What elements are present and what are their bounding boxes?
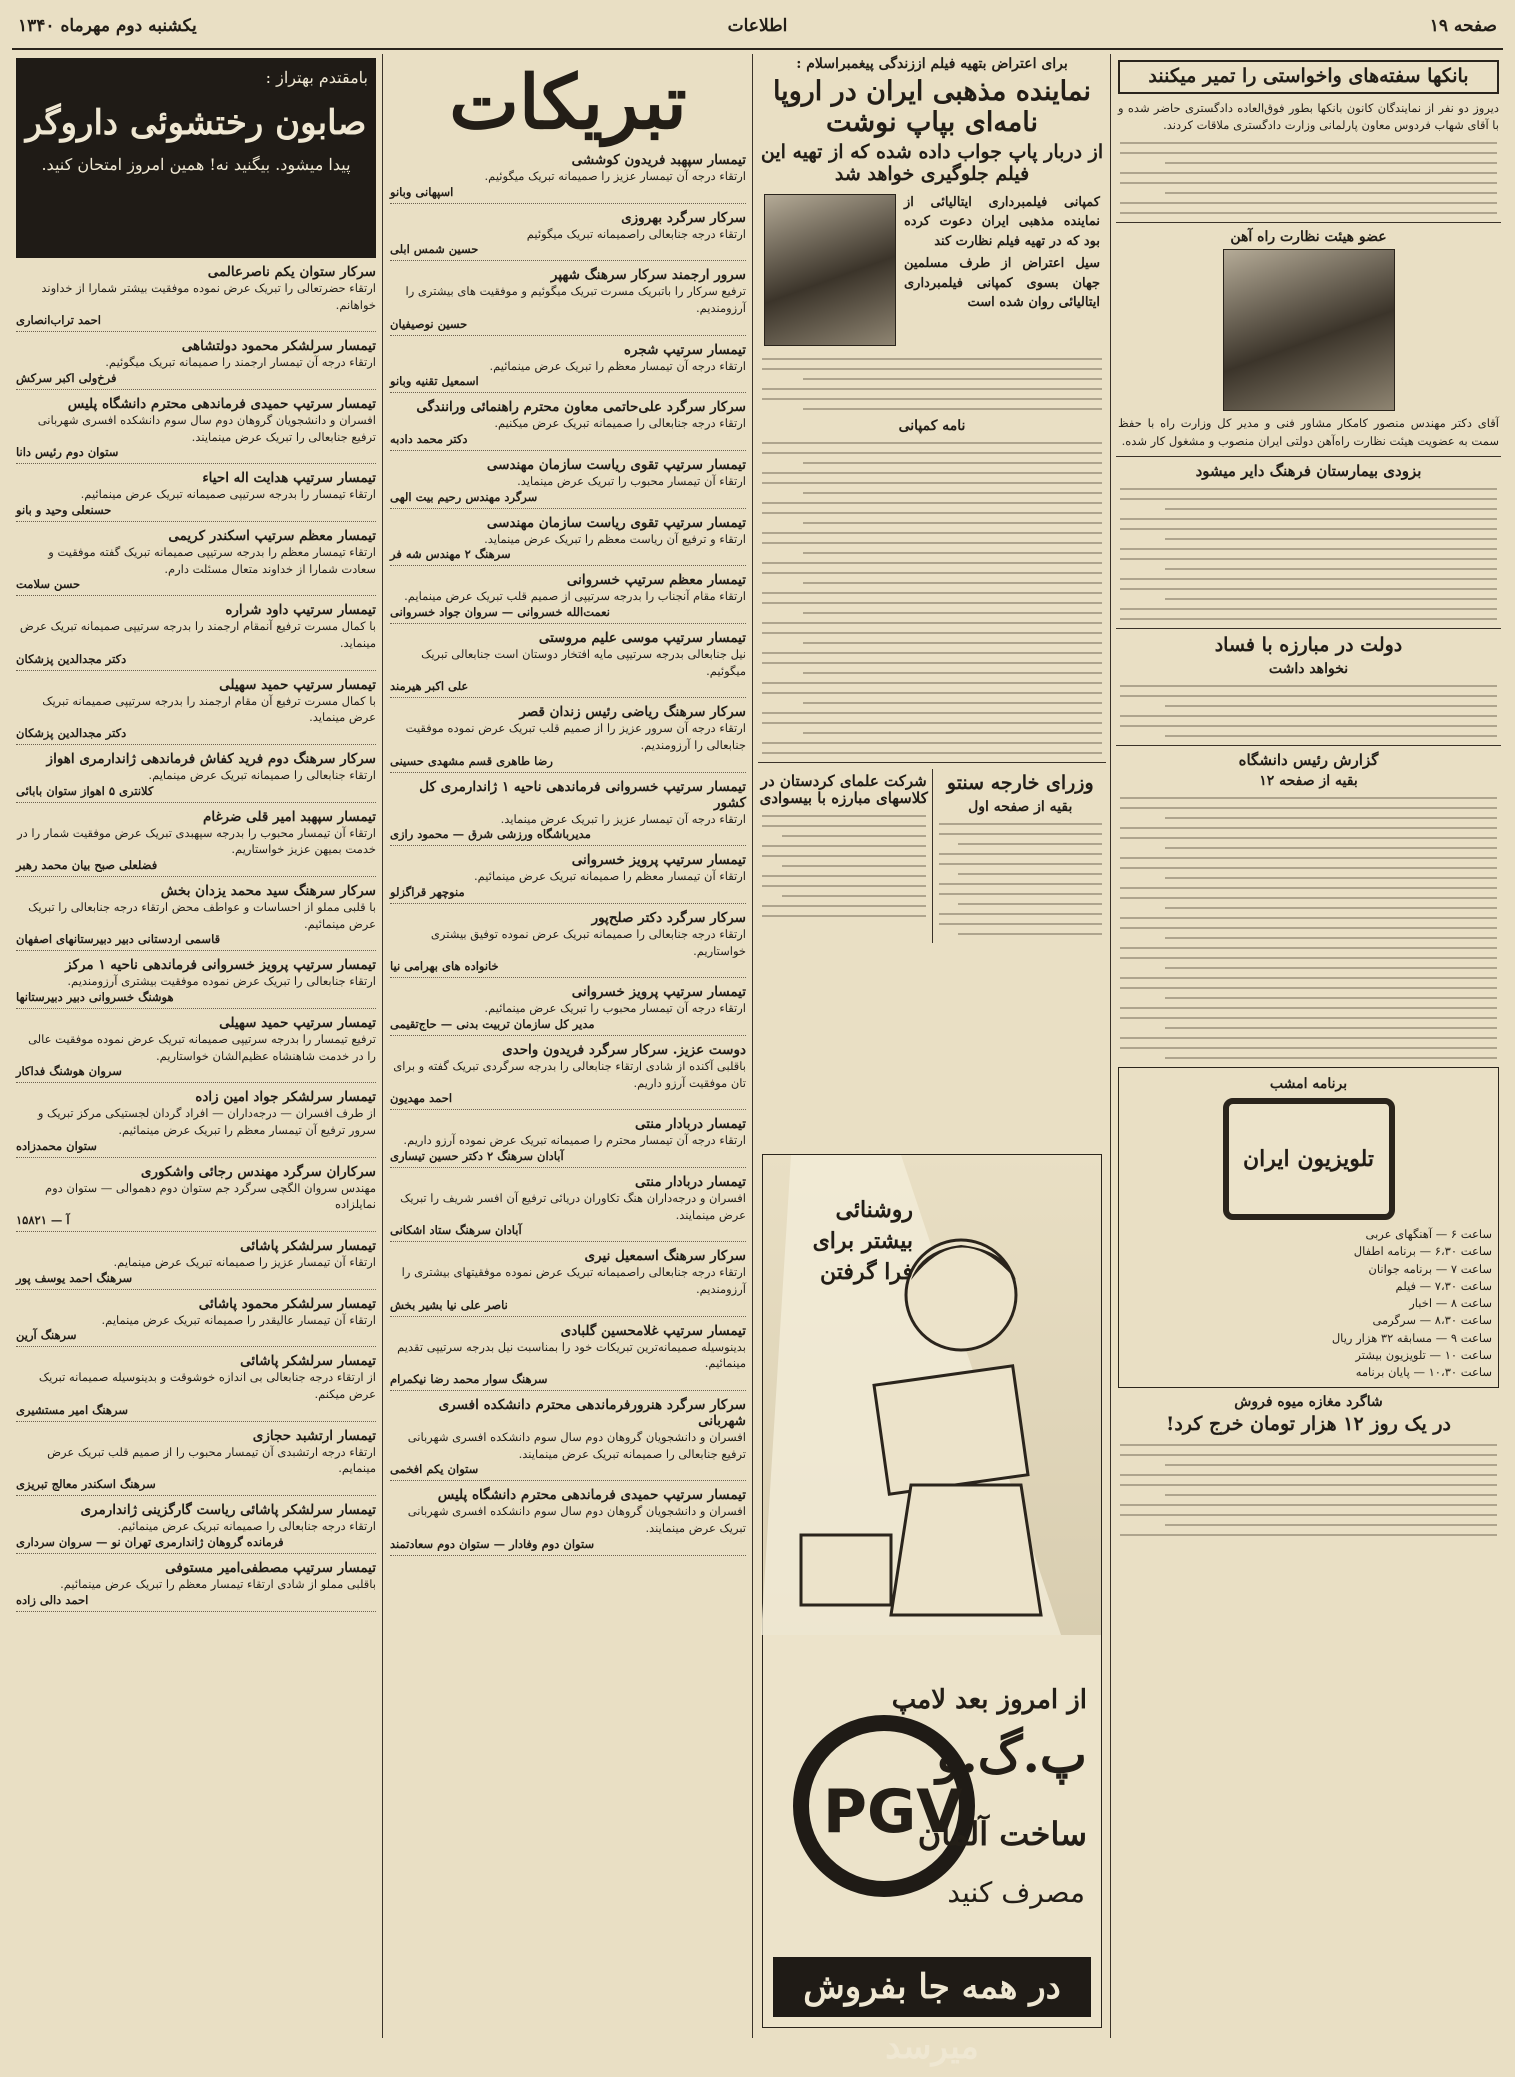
congratulation-message: ترفیع تیمسار را بدرجه سرتیپی صمیمانه تبریک عرض نموده موفقیت عالی را در خدمت شاهنشاه عظیم‌الشان خواستاریم. xyxy=(28,1032,376,1063)
congratulation-sender: علی اکبر هیرمند xyxy=(390,679,469,694)
tv-icon xyxy=(1223,1098,1395,1220)
article-body-lines xyxy=(1120,797,1497,1059)
congratulation-message: نیل جنابعالی بدرجه سرتیپی مایه افتخار دوستان است جنابعالی تبریک میگوئیم. xyxy=(421,647,746,678)
congratulation-item xyxy=(390,1487,746,1555)
article-bank-notes xyxy=(1118,60,1499,94)
congratulation-recipient: تیمسار سرتیپ حمیدی فرماندهی محترم دانشگاه پلیس xyxy=(437,1487,746,1504)
congratulation-message: ارتقاء درجه آن تیمسار عزیز را تبریک عرض مینماید. xyxy=(500,811,746,826)
tv-schedule-item: ساعت ۶ — آهنگهای عربی xyxy=(1365,1227,1492,1242)
congratulation-sender: ستوان دوم رئیس دانا xyxy=(16,445,119,460)
congratulation-message: باقلبی آکنده از شادی ارتقاء جنابعالی را بدرجه سرگردی تبریک گفته و برای تان موفقیت آرزو داریم. xyxy=(393,1059,746,1090)
congratulation-sender: فرمانده گروهان ژاندارمری تهران نو — سروان سرداری xyxy=(16,1534,284,1549)
article-headline: بزودی بیمارستان فرهنگ دایر میشود xyxy=(1195,461,1422,480)
congratulation-item xyxy=(16,1164,376,1232)
congratulation-item xyxy=(16,338,376,390)
congratulation-message: ارتقاء درجه آن تیمسار معظم را تبریک عرض مینمائیم. xyxy=(489,358,746,373)
congratulation-message: باقلبی مملو از شادی ارتقاء تیمسار معظم را تبریک عرض مینمائیم. xyxy=(60,1576,376,1591)
congratulation-recipient: تیمسار دربادار منتی xyxy=(634,1116,746,1133)
article-pair xyxy=(756,769,1108,943)
congratulation-recipient: تیمسار معظم سرتیپ اسکندر کریمی xyxy=(168,528,376,545)
article-headline: وزرای خارجه سنتو xyxy=(946,771,1094,794)
congratulation-item xyxy=(390,779,746,847)
congratulation-item xyxy=(16,264,376,332)
congratulation-sender: مدیر کل سازمان تربیت بدنی — حاج‌تقیمی xyxy=(390,1017,595,1032)
column-congratulations-left xyxy=(12,54,380,2038)
congratulation-item xyxy=(16,396,376,464)
congratulation-message: ارتقاء درجه جنابعالی را صمیمانه تبریک عرض میکنیم. xyxy=(494,416,746,431)
congratulation-recipient: سرکار سرگرد هنرورفرماندهی محترم دانشکده افسری شهربانی xyxy=(438,1397,746,1430)
congratulation-recipient: تیمسار سرتیپ هدایت اله احیاء xyxy=(202,470,376,487)
soap-ad-bottom: پیدا میشود. بیگنید نه! همین امروز امتحان کنید. xyxy=(41,155,351,174)
article-subhead: بقیه از صفحه اول xyxy=(968,798,1073,815)
tv-name: تلویزیون ایران xyxy=(1243,1146,1374,1173)
congratulation-sender: احمد مهدیون xyxy=(390,1091,453,1106)
page-number: صفحه ۱۹ xyxy=(1429,16,1497,36)
congratulation-sender: حسنعلی وحید و بانو xyxy=(16,503,112,518)
congratulation-message: افسران و درجه‌داران هنگ تکاوران دریائی ترفیع آن افسر شریف را تبریک عرض مینمایند. xyxy=(400,1191,746,1222)
congratulation-recipient: سرور ارجمند سرکار سرهنگ شهپر xyxy=(550,267,746,284)
congratulation-item xyxy=(390,267,746,335)
congratulation-message: ارتقاء درجه ارتشبدی آن تیمسار محبوب را از صمیم قلب تبریک عرض مینمایم. xyxy=(47,1444,376,1476)
congratulation-item xyxy=(390,572,746,624)
article-body-lines xyxy=(1120,142,1497,214)
congratulation-message: ارتقاء درجه آن تیمسار عزیز را صمیمانه تبریک میگوئیم. xyxy=(484,169,746,183)
congratulation-recipient: سرکار سرهنگ اسمعیل نیری xyxy=(584,1248,746,1265)
congratulation-recipient: تیمسار سرتیپ مصطفی‌امیر مستوفی xyxy=(165,1559,376,1576)
congratulation-item xyxy=(390,152,746,204)
tv-schedule-item: ساعت ۱۰ — تلویزیون بیشتر xyxy=(1355,1347,1492,1362)
congratulation-recipient: تیمسار سرتیپ پرویز خسروانی xyxy=(571,984,746,1001)
congratulation-item xyxy=(16,1353,376,1421)
section-title: تبریکات xyxy=(449,60,687,146)
congratulation-recipient: تیمسار معظم سرتیپ خسروانی xyxy=(566,572,746,589)
congratulation-item xyxy=(390,704,746,772)
congratulation-sender: آبادان سرهنگ ستاد اشکانی xyxy=(390,1223,522,1238)
congratulation-sender: احمد تراب‌انصاری xyxy=(16,313,101,328)
congratulation-item xyxy=(16,528,376,596)
congratulation-message: ارتقاء درجه جنابعالی را صمیمانه تبریک عرض مینمائیم. xyxy=(117,1519,376,1534)
column-rule xyxy=(1110,54,1111,2038)
congratulation-recipient: تیمسار سرتیپ حمید سهیلی xyxy=(219,1015,376,1032)
congratulation-recipient: سرکار سرهنگ ریاضی رئیس زندان قصر xyxy=(519,704,746,721)
lamp-ad-line: ساخت آلمان xyxy=(917,1815,1087,1853)
congratulation-recipient: تیمسار سرلشکر پاشائی xyxy=(240,1353,376,1370)
congratulation-message: بدینوسیله صمیمانه‌ترین تبریکات خود را بمناسبت نیل بدرجه سرتیپی تقدیم مینمائیم. xyxy=(397,1339,746,1371)
congratulation-recipient: تیمسار سرلشکر پاشائی ریاست گارگزینی ژاندارمری xyxy=(80,1502,376,1519)
column-rule xyxy=(752,54,753,2038)
congratulation-item xyxy=(390,342,746,394)
soap-ad-title: صابون رختشوئی داروگر xyxy=(25,103,367,143)
congratulation-item xyxy=(390,984,746,1036)
congratulation-item xyxy=(390,210,746,262)
soap-advertisement xyxy=(16,58,376,258)
congratulation-message: با قلبی مملو از احساسات و عواطف محض ارتقاء درجه جنابعالی را تبریک عرض مینمائیم. xyxy=(28,900,376,931)
congratulation-recipient: سرکار سرهنگ سید محمد یزدان بخش xyxy=(160,883,376,900)
congratulation-message: با کمال مسرت ترفیع آنمقام ارجمند را بدرجه سرتیپی صمیمانه تبریک عرض مینماید. xyxy=(19,619,376,651)
congratulation-item xyxy=(16,809,376,877)
congratulation-recipient: تیمسار سرتیپ تقوی ریاست سازمان مهندسی xyxy=(486,457,746,474)
congratulation-message: ارتقاء درجه آن تیمسار محترم را صمیمانه تبریک عرض نموده آرزو داریم. xyxy=(403,1133,746,1148)
pgv-logo-text: PGV xyxy=(823,1777,963,1847)
congratulation-recipient: سرکاران سرگرد مهندس رجائی واشکوری xyxy=(140,1163,376,1180)
congratulation-sender: کلانتری ۵ اهواز ستوان بابائی xyxy=(16,783,154,798)
congratulation-sender: سرهنگ ۲ مهندس شه فر xyxy=(390,547,511,562)
congratulation-sender: ناصر علی نیا بشیر بخش xyxy=(390,1297,508,1312)
congratulation-message: ارتقاء درجه آن تیمسار محبوب را تبریک عرض مینمائیم. xyxy=(484,1001,746,1016)
photo-caption: آقای دکتر مهندس منصور کامکار مشاور فنی و مدیر کل وزارت راه با حفظ سمت به عضویت هیئت نظارت راه‌آهن دولتی ایران منصوب و مشغول کار شده. xyxy=(1118,416,1499,448)
pgv-lamp-advertisement xyxy=(762,1154,1102,2067)
issue-date: یکشنبه دوم مهرماه ۱۳۴۰ xyxy=(18,16,197,36)
congratulation-sender: حسن سلامت xyxy=(16,577,81,592)
article-kicker: برای اعتراض بتهیه فیلم اززندگی پیغمبراسلام : xyxy=(796,56,1068,72)
congratulation-recipient: سرکار سرگرد علی‌حاتمی معاون محترم راهنمائی ورانندگی xyxy=(416,399,746,416)
congratulation-item xyxy=(390,399,746,451)
congratulation-sender: فضلعلی صبح بیان محمد رهبر xyxy=(16,858,158,873)
congratulation-item xyxy=(390,630,746,698)
congratulation-message: ارتقاء درجه آن تیمسار ارجمند را صمیمانه تبریک میگوئیم. xyxy=(105,355,376,370)
congratulation-item xyxy=(16,1560,376,1612)
article-subhead: بقیه از صفحه ۱۲ xyxy=(1259,773,1358,790)
photo-caption-top: عضو هیئت نظارت راه آهن xyxy=(1230,229,1387,246)
column-rule xyxy=(382,54,383,2038)
congratulation-sender: دکتر مجدالدین پزشکان xyxy=(16,726,127,741)
congratulation-sender: دکتر مجدالدین پزشکان xyxy=(16,651,127,666)
congratulation-sender: خانواده های بهرامی نیا xyxy=(390,959,499,974)
congratulation-message: ارتقاء جنابعالی را تبریک عرض نموده موفقیت بیشتری آرزومندیم. xyxy=(67,974,376,989)
article-headline: گزارش رئیس دانشگاه xyxy=(1238,750,1379,769)
congratulation-sender: اسپهانی وبانو xyxy=(390,184,454,199)
congratulation-sender: ستوان دوم وفادار — ستوان دوم سعادتمند xyxy=(390,1536,595,1551)
lamp-ad-illustration xyxy=(763,1155,1101,1635)
congratulation-recipient: تیمسار سرتیپ غلامحسین گلبادی xyxy=(560,1322,746,1339)
congratulation-message: ارتقاء آن تیمسار محبوب را بدرجه سپهبدی تبریک عرض موفقیت شمار را در خدمت بمیهن عزیز خواستاریم. xyxy=(17,825,376,857)
tv-schedule-item: ساعت ۸،۳۰ — سرگرمی xyxy=(1372,1313,1492,1328)
congratulation-recipient: تیمسار ارتشبد حجازی xyxy=(252,1427,376,1444)
article-text: دیروز دو نفر از نمایندگان کانون بانکها بطور فوق‌العاده دادگستری حاضر شده و با آقای شهاب فردوس معاون پارلمانی وزارت دادگستری ملاقات کردند. xyxy=(1118,100,1499,133)
congratulation-item xyxy=(390,1397,746,1481)
congratulation-message: افسران و دانشجویان گروهان دوم سال سوم دانشکده افسری شهربانی تبریک عرض مینمایند. xyxy=(407,1504,746,1536)
article-body-lines xyxy=(762,815,926,917)
congratulation-sender: سرهنگ آرین xyxy=(16,1328,77,1343)
article-body-lines xyxy=(1120,1444,1497,1536)
congratulation-sender: سرهنگ سوار محمد رضا نیکمرام xyxy=(390,1372,548,1387)
article-lead xyxy=(760,190,1104,350)
congratulation-message: ارتقاء درجه جنابعالی راصمیمانه تبریک عرض نموده موفقیتهای بیشتری را آرزومندیم. xyxy=(401,1265,746,1297)
congratulation-item xyxy=(16,677,376,745)
congratulation-sender: ستوان محمدزاده xyxy=(16,1138,97,1153)
masthead xyxy=(12,8,1503,50)
congratulation-item xyxy=(16,1502,376,1554)
congratulation-message: ترفیع سرکار را باتبریک مسرت تبریک میگوئیم و موفقیت های بیشتری را آرزومندیم. xyxy=(405,284,746,316)
congratulation-message: ارتقاء آن تیمسار محبوب را تبریک عرض مینماید. xyxy=(517,474,746,489)
tv-schedule-item: ساعت ۶،۳۰ — برنامه اطفال xyxy=(1353,1244,1492,1259)
congratulation-message: ارتقاء و ترفیع آن ریاست معظم را تبریک عرض مینماید. xyxy=(484,531,746,546)
article-kicker: شاگرد مغازه میوه فروش xyxy=(1234,1394,1383,1411)
congratulation-sender: سرهنگ احمد یوسف پور xyxy=(16,1270,133,1285)
congratulation-message: ارتقاء آن تیمسار عزیز را صمیمانه تبریک عرض مینمایم. xyxy=(113,1255,376,1270)
congratulation-recipient: سرکار ستوان یکم ناصرعالمی xyxy=(207,264,376,280)
congratulation-item xyxy=(16,883,376,951)
congratulation-message: از ارتقاء درجه جنابعالی بی اندازه خوشوقت و بدینوسیله صمیمانه تبریک عرض میکنم. xyxy=(38,1370,376,1402)
congratulation-item xyxy=(390,515,746,567)
congratulation-recipient: تیمسار سرلشکر محمود دولتشاهی xyxy=(181,338,376,355)
column-news-center xyxy=(756,54,1108,2067)
congratulation-sender: سرهنگ امیر مستشیری xyxy=(16,1402,128,1417)
congratulation-item xyxy=(390,1042,746,1110)
congratulation-message: افسران و دانشجویان گروهان دوم سال سوم دانشکده افسری شهربانی ترفیع جنابعالی را تبریک عرض مینمایند. xyxy=(37,413,376,444)
congratulation-recipient: تیمسار سرتیپ داود شراره xyxy=(225,602,376,619)
congratulation-message: مهندس سروان الگچی سرگرد جم ستوان دوم دهموالی — ستوان دوم نمایلزاده xyxy=(44,1180,376,1212)
lamp-ad-slogan: روشنائی بیشتر برای فرا گرفتن xyxy=(812,1197,913,1285)
congratulation-sender: سرهنگ اسکندر معالج تبریزی xyxy=(16,1477,156,1492)
congratulation-sender: دکتر محمد دادبه xyxy=(390,432,468,447)
congratulation-message: ارتقاء تیمسار معظم را بدرجه سرتیپی صمیمانه تبریک گفته موفقیت و سعادت شمارا از خداوند متعال مسئلت دارم. xyxy=(48,545,376,576)
congratulation-message: ارتقاء جنابعالی را صمیمانه تبریک عرض مینمایم. xyxy=(148,768,376,783)
congratulation-item xyxy=(390,1248,746,1316)
congratulation-sender: منوچهر قراگزلو xyxy=(390,885,465,900)
congratulation-sender: حسین نوصیفیان xyxy=(390,316,468,331)
congratulation-item xyxy=(16,1238,376,1290)
congratulation-sender: حسین شمس ابلی xyxy=(390,242,479,257)
article-subhead: از دربار پاپ جواب داده شده که از تهیه این فیلم جلوگیری خواهد شد xyxy=(760,141,1104,185)
congratulation-message: ارتقاء حضرتعالی را تبریک عرض نموده موفقیت بیشتر شمارا از خداوند خواهانم. xyxy=(41,281,376,312)
congratulation-item xyxy=(16,1428,376,1496)
congratulation-sender: اسمعیل تقنیه وبانو xyxy=(390,374,479,389)
congratulation-recipient: تیمسار سپهبد فریدون کوششی xyxy=(571,152,746,168)
lamp-ad-line: از امروز بعد لامپ xyxy=(891,1685,1087,1715)
article-bullet: سیل اعتراض از طرف مسلمین جهان بسوی کمپانی فیلمبرداری ایتالیائی روان شده است xyxy=(904,256,1100,311)
congratulation-recipient: تیمسار دربادار منتی xyxy=(634,1174,746,1191)
congratulations-list xyxy=(12,264,380,1612)
congratulation-item xyxy=(16,957,376,1009)
congratulation-item xyxy=(16,1296,376,1348)
congratulation-recipient: سرکار سرگرد دکتر صلح‌پور xyxy=(591,910,746,927)
congratulation-recipient: تیمسار سرتیپ تقوی ریاست سازمان مهندسی xyxy=(486,514,746,531)
article-body-lines xyxy=(1120,488,1497,620)
congratulation-item xyxy=(390,457,746,509)
article-bullet: کمپانی فیلمبرداری ایتالیائی از نماینده مذهبی ایران دعوت کرده بود که در تهیه فیلم نظارت کند xyxy=(904,194,1100,249)
article-headline: نماینده مذهبی ایران در اروپا نامه‌ای بپاپ نوشت xyxy=(772,76,1092,139)
congratulation-sender: رضا طاهری قسم مشهدی حسینی xyxy=(390,753,553,768)
congratulation-item xyxy=(390,852,746,904)
article-headline: شرکت علمای کردستان در کلاسهای مبارزه با بیسوادی xyxy=(759,771,928,808)
congratulation-sender: آبادان سرهنگ ۲ دکتر حسین تیساری xyxy=(390,1149,564,1164)
congratulation-recipient: دوست عزیز. سرکار سرگرد فریدون واحدی xyxy=(502,1042,746,1059)
congratulation-sender: ستوان یکم افخمی xyxy=(390,1462,479,1477)
congratulation-sender: فرخ‌ولی اکبر سرکش xyxy=(16,371,117,386)
lamp-ad-line: مصرف کنید xyxy=(947,1876,1085,1909)
cleric-portrait-photo xyxy=(764,194,896,346)
congratulation-item xyxy=(390,1174,746,1242)
congratulation-message: از طرف افسران — درجه‌داران — افراد گردان لجستیکی مرکز تبریک و سرور ترفیع آن تیمسار معظم را تبریک عرض مینمائیم. xyxy=(37,1106,376,1138)
congratulation-message: افسران و دانشجویان گروهان دوم سال سوم دانشکده افسری شهربانی ترفیع جنابعالی را صمیمانه تبریک عرض مینمایند. xyxy=(407,1430,746,1461)
tv-schedule-item: ساعت ۱۰،۳۰ — پایان برنامه xyxy=(1355,1365,1492,1380)
article-subhead: نخواهد داشت xyxy=(1268,660,1349,677)
congratulation-item xyxy=(390,910,746,978)
congratulation-recipient: تیمسار سرتیپ شجره xyxy=(623,341,746,358)
tv-schedule xyxy=(1125,1226,1492,1381)
article-body-lines xyxy=(939,823,1103,935)
congratulation-recipient: سرکار سرهنگ دوم فرید کفاش فرماندهی ژاندارمری اهواز xyxy=(46,751,376,768)
tv-schedule-item: ساعت ۷ — برنامه جوانان xyxy=(1368,1261,1492,1276)
congratulation-item xyxy=(390,1116,746,1168)
congratulation-sender: سرگرد مهندس رحیم بیت الهی xyxy=(390,489,538,504)
congratulation-recipient: تیمسار سرتیپ حمید سهیلی xyxy=(219,676,376,693)
tv-schedule-box xyxy=(1118,1067,1499,1388)
column-news-right xyxy=(1114,54,1503,2038)
congratulation-item xyxy=(16,470,376,522)
congratulation-sender: هوشنگ خسروانی دبیر دبیرستانها xyxy=(16,990,174,1005)
newspaper-page xyxy=(12,8,1503,2067)
congratulation-recipient: تیمسار سپهبد امیر قلی ضرغام xyxy=(202,808,376,825)
congratulation-message: ارتقاء تیمسار را بدرجه سرتیپی صمیمانه تبریک عرض مینمائیم. xyxy=(80,487,376,502)
congratulation-item xyxy=(16,1015,376,1083)
congratulation-message: ارتقاء آن تیمسار عالیقدر را صمیمانه تبریک عرض مینمایم. xyxy=(101,1312,376,1327)
congratulation-sender: نعمت‌الله خسروانی — سروان جواد خسروانی xyxy=(390,605,610,620)
congratulation-recipient: تیمسار سرتیپ پرویز خسروانی xyxy=(571,852,746,869)
tv-schedule-item: ساعت ۷،۳۰ — فیلم xyxy=(1395,1278,1492,1293)
lamp-ad-brand: پ.گ.و xyxy=(936,1725,1087,1784)
paper-name: اطلاعات xyxy=(727,16,788,36)
congratulation-recipient: تیمسار سرتیپ خسروانی فرماندهی ناحیه ۱ ژاندارمری کل کشور xyxy=(419,778,746,811)
congratulation-sender: احمد دالی زاده xyxy=(16,1592,89,1607)
tv-schedule-item: ساعت ۸ — اخبار xyxy=(1409,1296,1492,1311)
congratulation-recipient: تیمسار سرلشکر محمود پاشائی xyxy=(198,1295,376,1312)
portrait-photo xyxy=(1223,249,1395,411)
congratulation-message: ارتقاء درجه جنابعالی را صمیمانه تبریک عرض نموده توفیق بیشتری خواستاریم. xyxy=(430,927,746,958)
congratulation-recipient: تیمسار سرلشکر پاشائی xyxy=(240,1238,376,1255)
congratulation-message: ارتقاء درجه آن سرور عزیز را از صمیم قلب تبریک عرض نموده موفقیت جنابعالی را آرزومندیم. xyxy=(405,721,746,753)
congratulation-sender: قاسمی اردستانی دبیر دبیرستانهای اصفهان xyxy=(16,932,221,947)
congratulation-item xyxy=(390,1323,746,1391)
tv-schedule-item: ساعت ۹ — مسابقه ۳۲ هزار ریال xyxy=(1331,1330,1492,1345)
lamp-ad-footer: در همه جا بفروش میرسد xyxy=(773,1957,1091,2017)
congratulation-recipient: سرکار سرگرد بهروزی xyxy=(621,209,746,226)
congratulation-recipient: تیمسار سرتیپ حمیدی فرماندهی محترم دانشگاه پلیس xyxy=(67,396,376,413)
congratulation-recipient: تیمسار سرتیپ پرویز خسروانی فرماندهی ناحیه ۱ مرکز xyxy=(65,957,376,974)
congratulation-recipient: تیمسار سرتیپ موسی علیم مروستی xyxy=(538,630,746,647)
congratulation-message: ارتقاء مقام آنجناب را بدرجه سرتیپی از صمیم قلب تبریک عرض مینمایم. xyxy=(404,589,746,604)
soap-ad-top: بامقتدم بهتراز : xyxy=(265,68,368,87)
congratulation-sender: آ — ۱۵۸۲۱ xyxy=(16,1213,70,1228)
congratulation-item xyxy=(16,602,376,670)
congratulation-message: ارتقاء آن تیمسار معظم را صمیمانه تبریک عرض مینمائیم. xyxy=(474,869,746,884)
tv-title: برنامه امشب xyxy=(1269,1076,1348,1093)
article-body-lines xyxy=(1120,685,1497,737)
congratulation-message: با کمال مسرت ترفیع آن مقام ارجمند را بدرجه سرتیپی صمیمانه تبریک عرض مینماید. xyxy=(42,693,376,725)
congratulation-item xyxy=(16,751,376,803)
congratulation-message: ارتقاء درجه جنابعالی راصمیمانه تبریک میگوئیم xyxy=(526,226,746,241)
congratulations-list xyxy=(386,152,750,1556)
article-headline: بانکها سفته‌های واخواستی را تمیر میکنند xyxy=(1148,65,1469,87)
article-body-lines xyxy=(762,358,1102,410)
congratulation-sender: مدیرباشگاه ورزشی شرق — محمود رازی xyxy=(390,827,591,842)
column-congratulations xyxy=(386,54,750,2038)
congratulation-recipient: تیمسار سرلشکر جواد امین زاده xyxy=(195,1089,376,1106)
article-headline: در یک روز ۱۲ هزار تومان خرج کرد! xyxy=(1166,1413,1451,1436)
congratulation-item xyxy=(16,1089,376,1157)
article-headline: دولت در مبارزه با فساد xyxy=(1214,634,1403,657)
congratulation-sender: سروان هوشنگ فداکار xyxy=(16,1064,122,1079)
article-body-lines xyxy=(762,442,1102,754)
article-subtitle: نامه کمپانی xyxy=(898,417,966,434)
